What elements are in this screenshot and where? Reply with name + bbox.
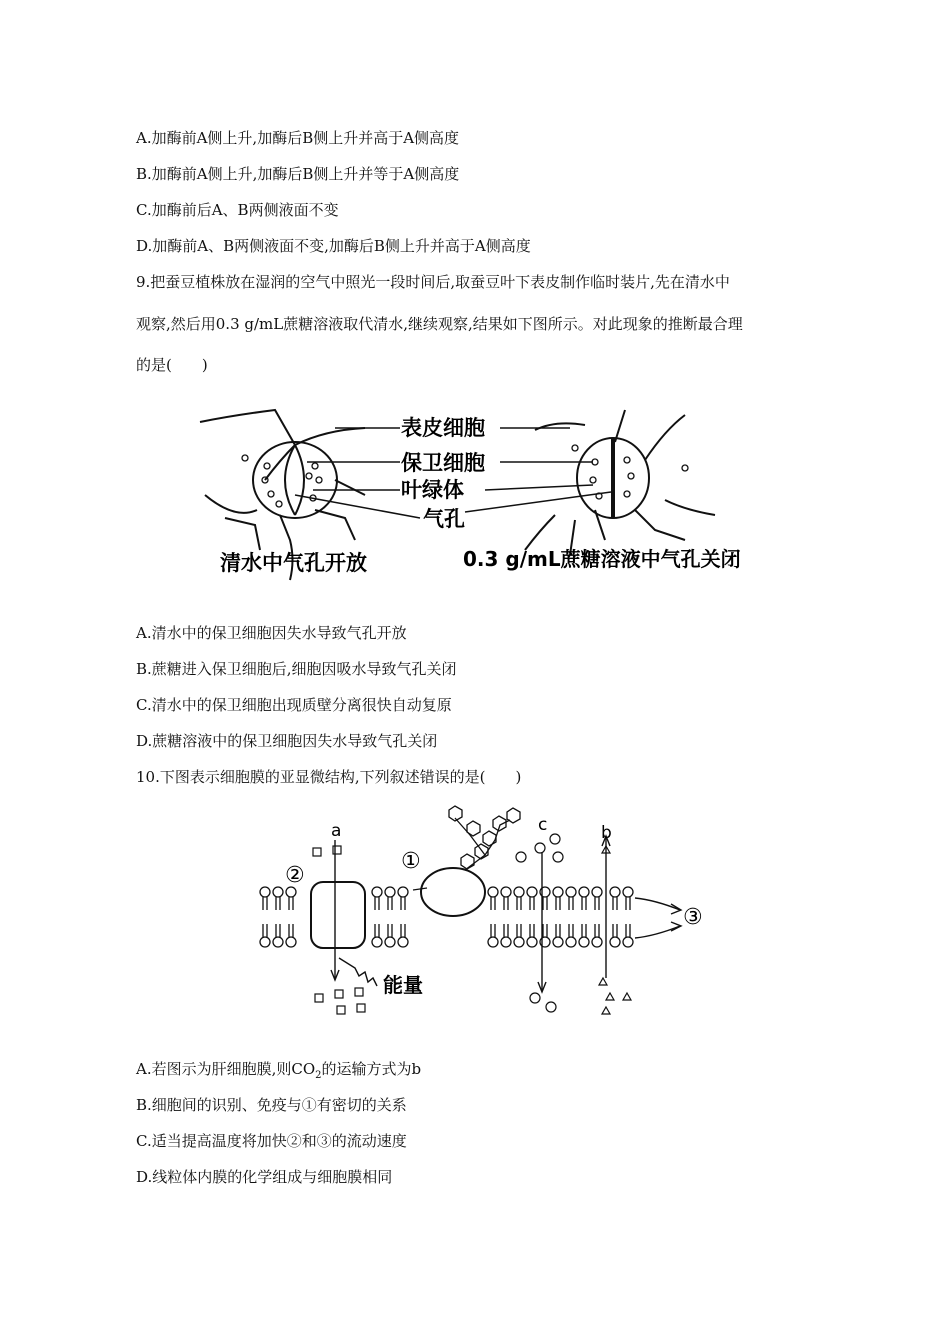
phospholipid-head xyxy=(592,937,602,947)
phospholipid-head xyxy=(566,937,576,947)
phospholipid-head xyxy=(623,937,633,947)
q8-option-b: B.加酶前A侧上升,加酶后B侧上升并等于A侧高度 xyxy=(136,165,460,183)
q10-option-d: D.线粒体内膜的化学组成与细胞膜相同 xyxy=(136,1168,393,1186)
phospholipid-head xyxy=(385,887,395,897)
phospholipid-head xyxy=(553,937,563,947)
phospholipid-head xyxy=(514,887,524,897)
phospholipid-head xyxy=(398,887,408,897)
phospholipid-head xyxy=(273,937,283,947)
q8-option-a: A.加酶前A侧上升,加酶后B侧上升并高于A侧高度 xyxy=(136,129,460,147)
label-circle-1: ① xyxy=(401,849,421,874)
phospholipid-head xyxy=(566,887,576,897)
label-c: c xyxy=(538,815,548,835)
q10-option-a: A.若图示为肝细胞膜,则$CO_2$的运输方式为b xyxy=(136,1060,422,1081)
phospholipid-head xyxy=(385,937,395,947)
phospholipid-head xyxy=(488,887,498,897)
phospholipid-head xyxy=(579,887,589,897)
q9-option-c: C.清水中的保卫细胞出现质壁分离很快自动复原 xyxy=(136,696,452,714)
label-b: b xyxy=(601,823,612,843)
q10-option-c: C.适当提高温度将加快②和③的流动速度 xyxy=(136,1132,407,1150)
q10-option-b: B.细胞间的识别、免疫与①有密切的关系 xyxy=(136,1096,407,1114)
phospholipid-head xyxy=(527,937,537,947)
phospholipid-head xyxy=(623,887,633,897)
phospholipid-head xyxy=(514,937,524,947)
q9-stem-line3: 的是( ) xyxy=(136,356,208,374)
label-epidermis: 表皮细胞 xyxy=(401,416,485,440)
phospholipid-head xyxy=(553,887,563,897)
label-chloroplast: 叶绿体 xyxy=(401,478,464,502)
label-guard-cell: 保卫细胞 xyxy=(401,451,485,475)
q9-stem-line2: 观察,然后用0.3 g/mL蔗糖溶液取代清水,继续观察,结果如下图所示。对此现象的推断最合理 xyxy=(136,315,743,333)
phospholipid-head xyxy=(579,937,589,947)
phospholipid-head xyxy=(501,887,511,897)
q9-option-b: B.蔗糖进入保卫细胞后,细胞因吸水导致气孔关闭 xyxy=(136,660,457,678)
caption-closed: 0.3 g/mL蔗糖溶液中气孔关闭 xyxy=(463,547,741,571)
q9-option-d: D.蔗糖溶液中的保卫细胞因失水导致气孔关闭 xyxy=(136,732,438,750)
q8-option-d: D.加酶前A、B两侧液面不变,加酶后B侧上升并高于A侧高度 xyxy=(136,237,531,255)
membrane-figure xyxy=(255,800,725,1025)
phospholipid-head xyxy=(286,887,296,897)
q9-option-a: A.清水中的保卫细胞因失水导致气孔开放 xyxy=(136,624,407,642)
phospholipid-head xyxy=(610,937,620,947)
phospholipid-head xyxy=(527,887,537,897)
phospholipid-head xyxy=(286,937,296,947)
phospholipid-head xyxy=(501,937,511,947)
phospholipid-head xyxy=(372,887,382,897)
phospholipid-head xyxy=(592,887,602,897)
q10-stem: 10.下图表示细胞膜的亚显微结构,下列叙述错误的是( ) xyxy=(136,768,522,786)
phospholipid-head xyxy=(610,887,620,897)
phospholipid-head xyxy=(488,937,498,947)
q8-option-c: C.加酶前后A、B两侧液面不变 xyxy=(136,201,339,219)
label-circle-3: ③ xyxy=(683,905,703,930)
phospholipid-head xyxy=(273,887,283,897)
label-stoma: 气孔 xyxy=(423,507,465,531)
phospholipid-head xyxy=(398,937,408,947)
phospholipid-head xyxy=(372,937,382,947)
label-a: a xyxy=(331,821,342,841)
phospholipid-head xyxy=(260,937,270,947)
label-energy: 能量 xyxy=(383,973,423,997)
phospholipid-head xyxy=(260,887,270,897)
caption-open: 清水中气孔开放 xyxy=(220,551,367,575)
q9-stem-line1: 9.把蚕豆植株放在湿润的空气中照光一段时间后,取蚕豆叶下表皮制作临时装片,先在清水中 xyxy=(136,273,730,291)
stomata-figure xyxy=(195,400,765,590)
label-circle-2: ② xyxy=(285,863,305,888)
